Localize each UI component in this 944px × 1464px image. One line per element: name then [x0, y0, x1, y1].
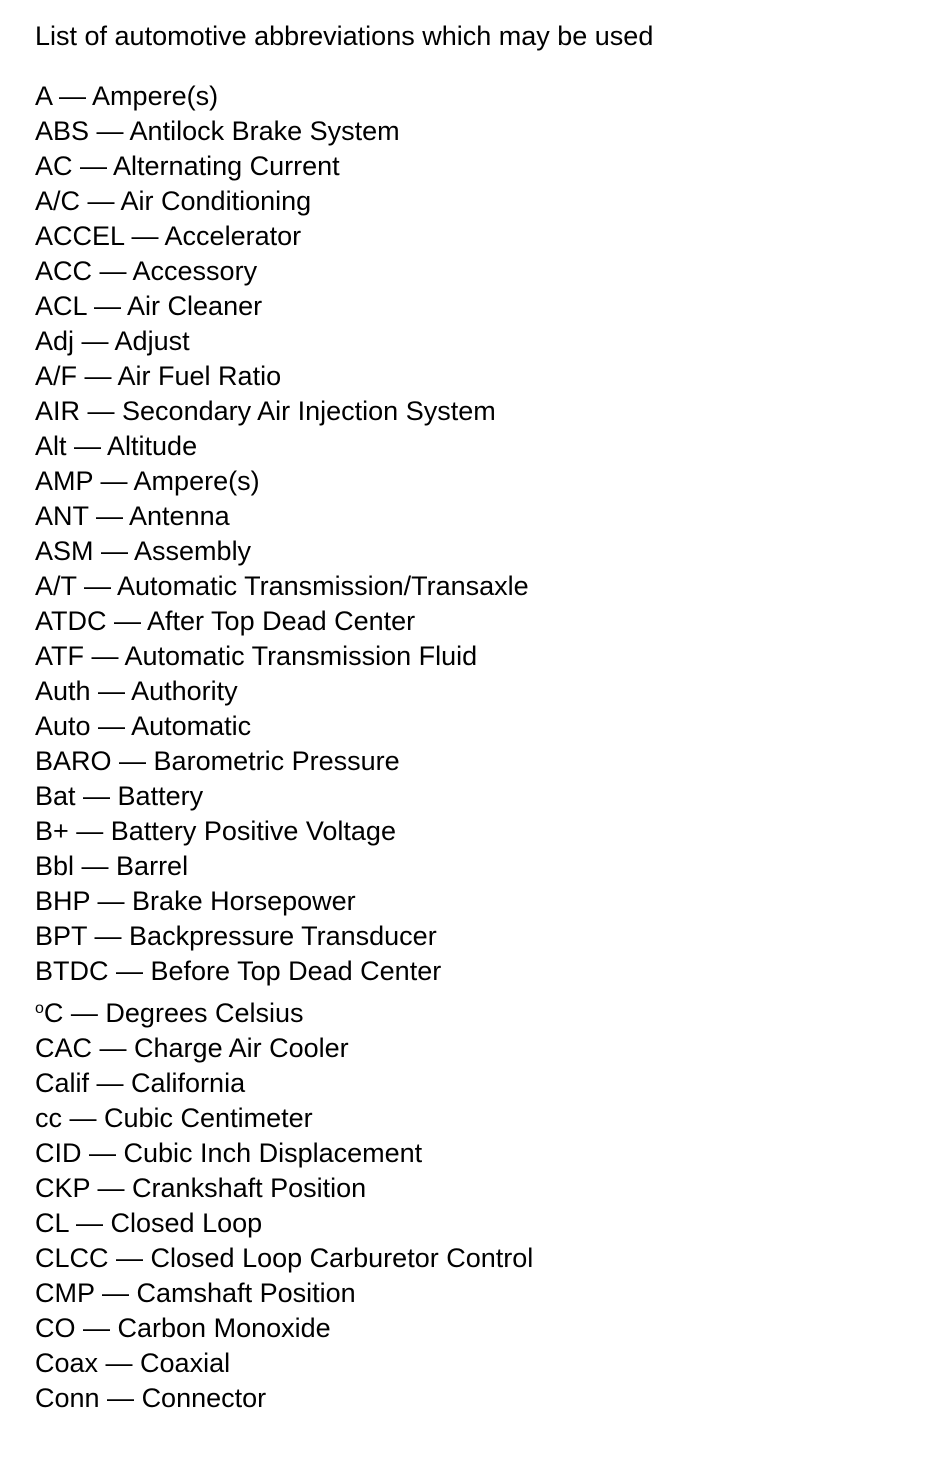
entry-separator: — [89, 1068, 132, 1098]
abbreviation-meaning: Camshaft Position [136, 1278, 356, 1308]
abbreviation-entry [35, 639, 533, 674]
abbreviation-term: ATF [35, 641, 84, 671]
abbreviation-meaning: Assembly [134, 536, 252, 566]
entry-separator: — [93, 466, 134, 496]
abbreviation-entry [35, 849, 533, 884]
abbreviation-meaning: Air Conditioning [120, 186, 312, 216]
abbreviation-meaning: Adjust [114, 326, 190, 356]
abbreviation-term: A/F [35, 361, 78, 391]
abbreviation-meaning: Degrees Celsius [105, 998, 304, 1028]
abbreviation-entry [35, 429, 533, 464]
entry-separator: — [72, 151, 114, 181]
abbreviation-entry [35, 814, 533, 849]
entry-separator: — [84, 641, 125, 671]
entry-separator: — [88, 501, 130, 531]
entry-separator: — [68, 1208, 111, 1238]
entry-separator: — [86, 291, 128, 321]
abbreviation-meaning: Charge Air Cooler [134, 1033, 349, 1063]
abbreviation-entry [35, 114, 533, 149]
abbreviation-meaning: Connector [141, 1383, 267, 1413]
abbreviation-term: Calif [35, 1068, 90, 1098]
entry-separator: — [63, 998, 106, 1028]
entry-separator: — [90, 886, 133, 916]
abbreviation-term: ACCEL [35, 221, 125, 251]
abbreviation-meaning: Crankshaft Position [132, 1173, 367, 1203]
abbreviation-term: ABS [35, 116, 90, 146]
abbreviation-meaning: Accessory [132, 256, 258, 286]
abbreviation-entry [35, 779, 533, 814]
abbreviation-term: AMP [35, 466, 94, 496]
abbreviation-entry [35, 184, 533, 219]
abbreviation-entry [35, 394, 533, 429]
abbreviation-meaning: Brake Horsepower [132, 886, 356, 916]
abbreviation-meaning: Cubic Inch Displacement [123, 1138, 423, 1168]
entry-separator: — [92, 1033, 135, 1063]
abbreviation-list [35, 79, 533, 1416]
abbreviation-term: ACL [35, 291, 87, 321]
abbreviation-meaning: Coaxial [140, 1348, 231, 1378]
entry-separator: — [76, 571, 118, 601]
abbreviation-entry [35, 1381, 533, 1416]
abbreviation-meaning: Automatic [131, 711, 252, 741]
entry-separator: — [124, 221, 165, 251]
abbreviation-term: cc [35, 1103, 62, 1133]
abbreviation-entry [35, 1241, 533, 1276]
entry-separator: — [106, 606, 148, 636]
entry-separator: — [90, 676, 132, 706]
abbreviation-term: Auth [35, 676, 91, 706]
entry-separator: — [68, 816, 111, 846]
abbreviation-entry [35, 919, 533, 954]
abbreviation-entry [35, 884, 533, 919]
abbreviation-meaning: Alternating Current [113, 151, 340, 181]
entry-separator: — [108, 1243, 151, 1273]
abbreviation-entry [35, 219, 533, 254]
abbreviation-term: CKP [35, 1173, 91, 1203]
abbreviation-meaning: Cubic Centimeter [104, 1103, 313, 1133]
abbreviation-meaning: Ampere(s) [133, 466, 260, 496]
abbreviation-term: AIR [35, 396, 81, 426]
abbreviation-term: CO [35, 1313, 76, 1343]
abbreviation-term: ACC [35, 256, 93, 286]
abbreviation-term: $^o$C [35, 998, 64, 1028]
abbreviation-entry [35, 79, 533, 114]
entry-separator: — [98, 1348, 141, 1378]
document-title: List of automotive abbreviations which may be used [35, 21, 654, 51]
abbreviation-entry [35, 954, 533, 989]
abbreviation-entry [35, 709, 533, 744]
abbreviation-meaning: Altitude [107, 431, 198, 461]
abbreviation-entry [35, 604, 533, 639]
entry-separator: — [92, 256, 133, 286]
abbreviation-meaning: Barometric Pressure [153, 746, 400, 776]
abbreviation-entry [35, 1101, 533, 1136]
abbreviation-term: ATDC [35, 606, 107, 636]
abbreviation-entry [35, 744, 533, 779]
abbreviation-term: A/C [35, 186, 81, 216]
abbreviation-term: ASM [35, 536, 94, 566]
abbreviation-meaning: Antilock Brake System [129, 116, 400, 146]
abbreviation-meaning: Closed Loop Carburetor Control [150, 1243, 534, 1273]
abbreviation-meaning: Before Top Dead Center [150, 956, 442, 986]
abbreviation-entry [35, 254, 533, 289]
entry-separator: — [99, 1383, 142, 1413]
abbreviation-entry [35, 1171, 533, 1206]
abbreviation-meaning: Ampere(s) [92, 81, 219, 111]
entry-separator: — [89, 116, 130, 146]
abbreviation-entry [35, 289, 533, 324]
abbreviation-entry [35, 1031, 533, 1066]
degree-sign: o [35, 1000, 44, 1017]
abbreviation-term: A [35, 81, 52, 111]
entry-separator: — [62, 1103, 105, 1133]
abbreviation-term: Conn [35, 1383, 100, 1413]
abbreviation-meaning: Accelerator [164, 221, 302, 251]
abbreviation-entry [35, 359, 533, 394]
entry-separator: — [81, 1138, 124, 1168]
abbreviation-term: AC [35, 151, 73, 181]
abbreviation-term: CMP [35, 1278, 95, 1308]
abbreviation-meaning: Air Cleaner [127, 291, 263, 321]
entry-separator: — [74, 326, 115, 356]
abbreviation-entry [35, 674, 533, 709]
abbreviation-meaning: Automatic Transmission/Transaxle [117, 571, 529, 601]
abbreviation-term: ANT [35, 501, 89, 531]
abbreviation-meaning: After Top Dead Center [147, 606, 416, 636]
abbreviation-term: CAC [35, 1033, 93, 1063]
abbreviation-entry [35, 499, 533, 534]
abbreviation-term: A/T [35, 571, 77, 601]
abbreviation-term: Coax [35, 1348, 99, 1378]
abbreviation-meaning: Battery Positive Voltage [110, 816, 396, 846]
abbreviation-meaning: California [131, 1068, 246, 1098]
abbreviation-term: CID [35, 1138, 82, 1168]
abbreviation-entry [35, 1066, 533, 1101]
abbreviation-meaning: Air Fuel Ratio [117, 361, 282, 391]
abbreviation-meaning: Battery [117, 781, 204, 811]
abbreviation-entry [35, 534, 533, 569]
entry-separator: — [90, 1173, 133, 1203]
abbreviation-term: BTDC [35, 956, 109, 986]
entry-separator: — [94, 1278, 137, 1308]
abbreviation-entry [35, 324, 533, 359]
abbreviation-meaning: Carbon Monoxide [117, 1313, 331, 1343]
entry-separator: — [87, 921, 130, 951]
entry-separator: — [90, 711, 132, 741]
abbreviation-meaning: Authority [131, 676, 238, 706]
abbreviation-term: Bbl [35, 851, 75, 881]
entry-separator: — [108, 956, 151, 986]
abbreviation-entry [35, 996, 533, 1031]
entry-separator: — [74, 851, 117, 881]
entry-separator: — [75, 781, 118, 811]
abbreviation-meaning: Automatic Transmission Fluid [124, 641, 478, 671]
entry-separator: — [93, 536, 135, 566]
abbreviation-meaning: Barrel [116, 851, 189, 881]
abbreviation-entry [35, 1276, 533, 1311]
entry-separator: — [51, 81, 93, 111]
entry-separator: — [80, 186, 121, 216]
abbreviation-term: Bat [35, 781, 76, 811]
abbreviation-meaning: Secondary Air Injection System [122, 396, 496, 426]
entry-separator: — [80, 396, 123, 426]
abbreviation-term: Adj [35, 326, 75, 356]
abbreviation-term: CL [35, 1208, 69, 1238]
abbreviation-meaning: Closed Loop [110, 1208, 263, 1238]
abbreviation-entry [35, 1136, 533, 1171]
abbreviation-term: BPT [35, 921, 88, 951]
abbreviation-term: CLCC [35, 1243, 109, 1273]
abbreviation-entry [35, 464, 533, 499]
abbreviation-entry [35, 1206, 533, 1241]
abbreviation-term: Auto [35, 711, 91, 741]
abbreviation-entry [35, 569, 533, 604]
abbreviation-term: Alt [35, 431, 67, 461]
abbreviation-meaning: Backpressure Transducer [129, 921, 437, 951]
abbreviation-term: B+ [35, 816, 69, 846]
entry-separator: — [75, 1313, 118, 1343]
abbreviation-meaning: Antenna [129, 501, 230, 531]
abbreviation-entry [35, 1311, 533, 1346]
abbreviation-term: BARO [35, 746, 112, 776]
abbreviation-entry [35, 149, 533, 184]
abbreviation-term: BHP [35, 886, 91, 916]
entry-separator: — [66, 431, 108, 461]
entry-separator: — [77, 361, 118, 391]
abbreviation-entry [35, 1346, 533, 1381]
entry-separator: — [111, 746, 154, 776]
